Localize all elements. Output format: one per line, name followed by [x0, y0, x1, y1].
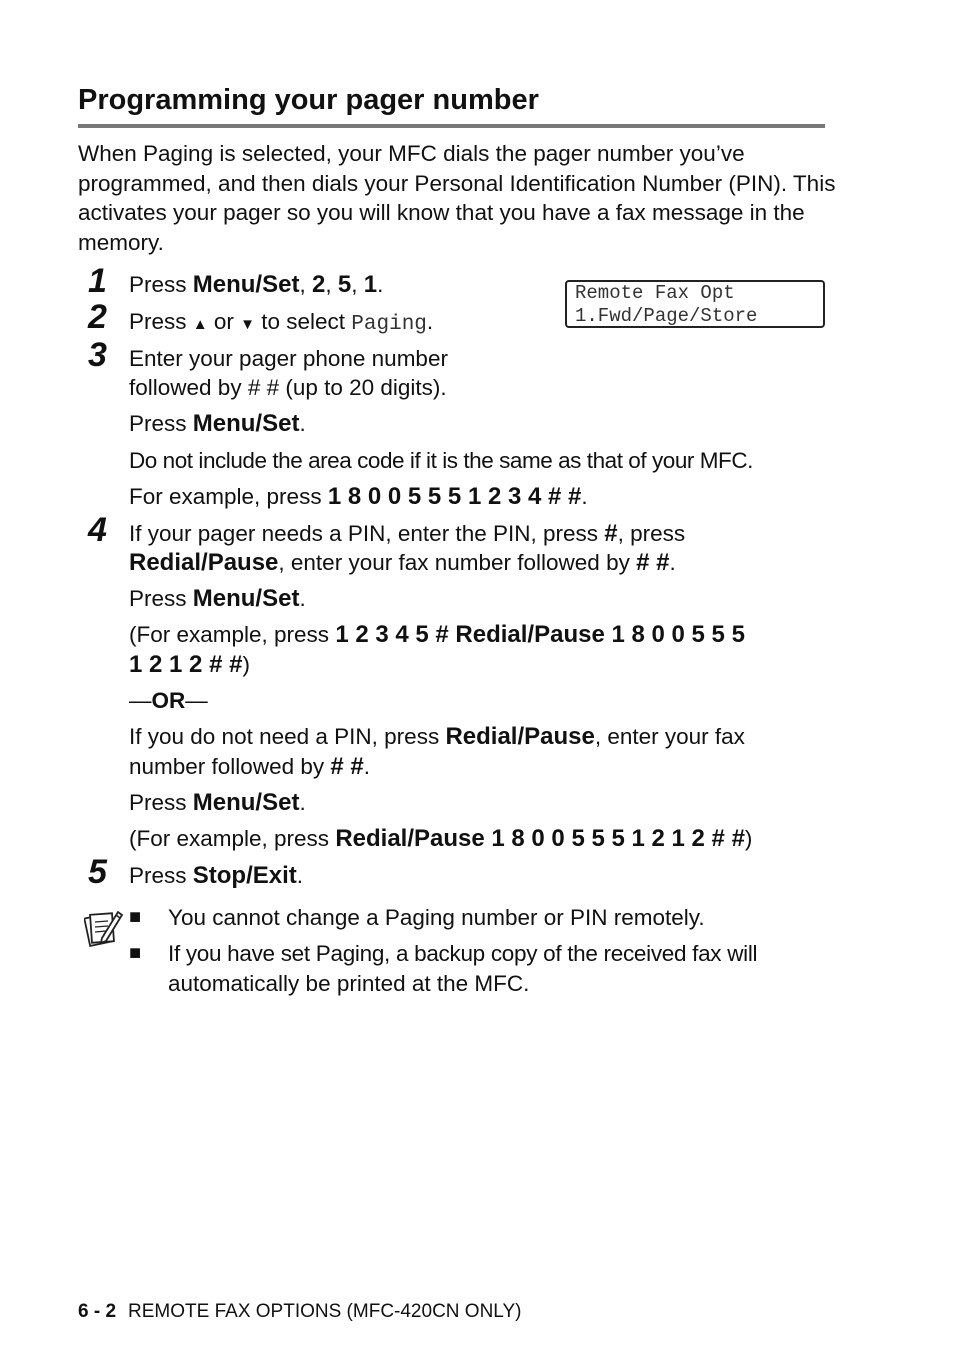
page-footer	[78, 1300, 521, 1324]
up-arrow-icon: ▲	[192, 316, 208, 333]
step-2-text: Press ▲ or ▼ to select Paging.	[129, 309, 434, 336]
note-2-line-2: automatically be printed at the MFC.	[168, 971, 530, 996]
step-4-line-1: If your pager needs a PIN, enter the PIN, press #, press	[129, 520, 686, 547]
or-separator: —OR—	[129, 688, 208, 713]
step-4-alt-line-1: If you do not need a PIN, press Redial/Pause, enter your fax	[129, 723, 745, 750]
step-3-press: Press Menu/Set.	[129, 410, 306, 437]
step-4-alt-line-2: number followed by # #.	[129, 753, 370, 780]
step-4-line-2: Redial/Pause, enter your fax number followed by # #.	[129, 549, 676, 576]
step-1-text: Press Menu/Set, 2, 5, 1.	[129, 271, 384, 298]
bullet-icon: ■	[129, 906, 142, 928]
step-2-number: 2	[88, 298, 107, 336]
step-5-number: 5	[88, 853, 107, 891]
down-arrow-icon: ▼	[240, 316, 255, 333]
step-3-note: Do not include the area code if it is the same as that of your MFC.	[129, 448, 753, 473]
lcd-display	[565, 280, 825, 328]
note-2-line-1: If you have set Paging, a backup copy of the received fax will	[168, 941, 758, 966]
note-pencil-icon	[84, 906, 124, 950]
step-4-example-2: (For example, press Redial/Pause 1 8 0 0 5 5 5 1 2 1 2 # #)	[129, 825, 753, 852]
intro-paragraph: When Paging is selected, your MFC dials the pager number you’ve programmed, and then dials your Personal Identification Number (PIN). This activates your pager so you will know that you have a fax message in the memory.	[78, 141, 836, 256]
step-3-example: For example, press 1 8 0 0 5 5 5 1 2 3 4 # #.	[129, 483, 588, 510]
step-4-example-line-1: (For example, press 1 2 3 4 5 # Redial/Pause 1 8 0 0 5 5 5	[129, 621, 745, 648]
section-name: REMOTE FAX OPTIONS (MFC-420CN ONLY)	[128, 1301, 522, 1322]
step-3-line-1: Enter your pager phone number	[129, 346, 448, 371]
note-1: You cannot change a Paging number or PIN remotely.	[168, 905, 705, 930]
step-3-number: 3	[88, 336, 107, 374]
page-title: Programming your pager number	[78, 82, 825, 128]
bullet-icon: ■	[129, 942, 142, 964]
lcd-line-1: Remote Fax Opt	[575, 282, 735, 304]
step-4-press: Press Menu/Set.	[129, 585, 306, 612]
step-3-line-2: followed by # # (up to 20 digits).	[129, 375, 447, 400]
step-1-number: 1	[88, 262, 107, 300]
step-4-example-line-2: 1 2 1 2 # #)	[129, 651, 250, 678]
step-4-number: 4	[88, 511, 107, 549]
lcd-line-2: 1.Fwd/Page/Store	[575, 305, 758, 327]
step-4-press-2: Press Menu/Set.	[129, 789, 306, 816]
page-number: 6 - 2	[78, 1301, 117, 1322]
step-5-text: Press Stop/Exit.	[129, 862, 304, 889]
